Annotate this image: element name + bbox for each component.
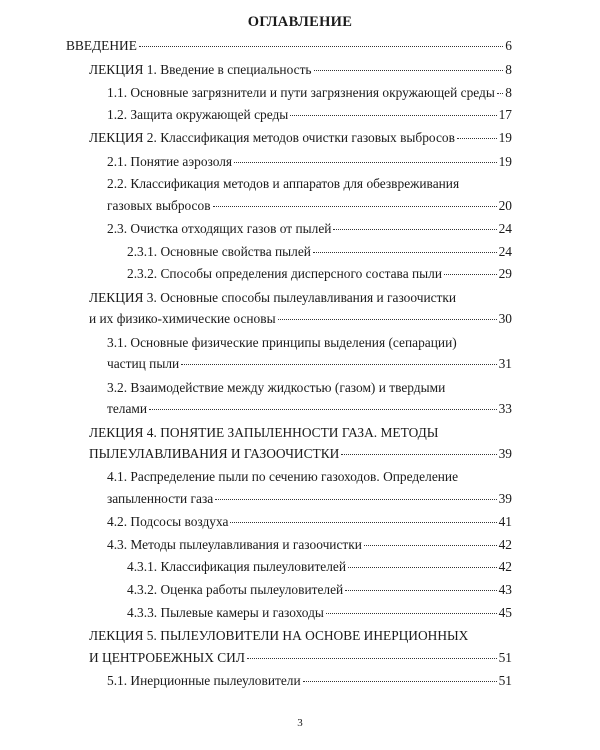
toc-leader-dots: [444, 274, 497, 275]
toc-entry-page: 42: [498, 559, 512, 574]
toc-entry[interactable]: [127, 559, 512, 575]
toc-entry-page: 24: [498, 244, 512, 259]
toc-entry[interactable]: [107, 537, 512, 553]
toc-entry[interactable]: [107, 221, 512, 237]
toc-entry[interactable]: [89, 628, 512, 644]
toc-leader-dots: [215, 499, 496, 500]
toc-entry[interactable]: [89, 130, 512, 146]
toc-leader-dots: [457, 138, 497, 139]
toc-entry-text: 2.3.1. Основные свойства пылей: [127, 244, 311, 259]
toc-entry-text: 1.2. Защита окружающей среды: [107, 107, 289, 122]
toc-entry-text: частиц пыли: [107, 356, 180, 371]
toc-entry[interactable]: [127, 582, 512, 598]
toc-leader-dots: [497, 93, 503, 94]
toc-entry-text: телами: [107, 401, 148, 416]
toc-entry[interactable]: [107, 335, 512, 351]
toc-entry-page: 8: [505, 85, 512, 100]
toc-entry[interactable]: [127, 266, 512, 282]
toc-entry[interactable]: [107, 491, 512, 507]
toc-entry[interactable]: [107, 401, 512, 417]
toc-entry[interactable]: [107, 380, 512, 396]
toc-entry[interactable]: [89, 311, 512, 327]
toc-leader-dots: [234, 162, 497, 163]
page-title: ОГЛАВЛЕНИЕ: [247, 14, 353, 30]
toc-entry[interactable]: [107, 356, 512, 372]
toc-entry-text: 2.3.2. Способы определения дисперсного состава пыли: [127, 266, 443, 281]
toc-entry-page: 31: [498, 356, 512, 371]
toc-entry-page: 19: [498, 130, 512, 145]
toc-entry-page: 43: [498, 582, 512, 597]
toc-entry-page: 41: [498, 514, 512, 529]
toc-leader-dots: [278, 319, 497, 320]
toc-entry-page: 29: [498, 266, 512, 281]
toc-entry-page: 42: [498, 537, 512, 552]
toc-entry-text: 4.3.1. Классификация пылеуловителей: [127, 559, 347, 574]
toc-entry-text: 3.1. Основные физические принципы выделения (сепарации): [107, 335, 457, 350]
toc-entry-page: 6: [505, 38, 512, 53]
toc-leader-dots: [303, 681, 497, 682]
toc-entry-text: 1.1. Основные загрязнители и пути загрязнения окружающей среды: [107, 85, 495, 100]
toc-leader-dots: [348, 567, 497, 568]
toc-entry-page: 51: [498, 650, 512, 665]
toc-entry[interactable]: [89, 425, 512, 441]
toc-entry-text: 4.3.2. Оценка работы пылеуловителей: [127, 582, 344, 597]
toc-entry[interactable]: [107, 176, 512, 192]
toc-entry[interactable]: [89, 62, 512, 78]
toc-entry[interactable]: [89, 446, 512, 462]
toc-leader-dots: [313, 252, 497, 253]
toc-entry-text: ЛЕКЦИЯ 2. Классификация методов очистки газовых выбросов: [89, 130, 455, 145]
toc-entry-page: 30: [498, 311, 512, 326]
page-number: 3: [297, 717, 303, 729]
toc-entry-text: ЛЕКЦИЯ 1. Введение в специальность: [89, 62, 312, 77]
toc-entry[interactable]: [107, 154, 512, 170]
toc-entry[interactable]: [107, 198, 512, 214]
toc-entry-text: 4.1. Распределение пыли по сечению газоходов. Определение: [107, 469, 459, 484]
toc-leader-dots: [181, 364, 496, 365]
toc-entry-text: ВВЕДЕНИЕ: [66, 38, 137, 53]
toc-entry-text: 2.2. Классификация методов и аппаратов для обезвреживания: [107, 176, 460, 191]
toc-entry-text: ПЫЛЕУЛАВЛИВАНИЯ И ГАЗООЧИСТКИ: [89, 446, 340, 461]
toc-entry[interactable]: [66, 38, 512, 54]
toc-entry-text: и их физико-химические основы: [89, 311, 276, 326]
toc-leader-dots: [314, 70, 504, 71]
toc-entry-page: 17: [498, 107, 512, 122]
toc-entry[interactable]: [107, 107, 512, 123]
toc-entry[interactable]: [89, 650, 512, 666]
toc-entry[interactable]: [107, 514, 512, 530]
toc-leader-dots: [345, 590, 496, 591]
toc-entry-page: 51: [498, 673, 512, 688]
toc-entry-text: И ЦЕНТРОБЕЖНЫХ СИЛ: [89, 650, 245, 665]
toc-leader-dots: [247, 658, 497, 659]
toc-leader-dots: [290, 115, 496, 116]
toc-entry-page: 24: [498, 221, 512, 236]
toc-entry-text: 2.3. Очистка отходящих газов от пылей: [107, 221, 332, 236]
toc-entry-text: газовых выбросов: [107, 198, 211, 213]
toc-leader-dots: [333, 229, 496, 230]
toc-entry-text: ЛЕКЦИЯ 5. ПЫЛЕУЛОВИТЕЛИ НА ОСНОВЕ ИНЕРЦИОННЫХ: [89, 628, 469, 643]
toc-leader-dots: [230, 522, 496, 523]
toc-entry-text: 4.3. Методы пылеулавливания и газоочистки: [107, 537, 362, 552]
toc-entry[interactable]: [107, 673, 512, 689]
toc-leader-dots: [139, 46, 503, 47]
toc-entry-page: 19: [498, 154, 512, 169]
toc-entry[interactable]: [107, 469, 512, 485]
toc-leader-dots: [326, 613, 497, 614]
toc-entry-text: 4.3.3. Пылевые камеры и газоходы: [127, 605, 324, 620]
toc-entry-text: 5.1. Инерционные пылеуловители: [107, 673, 301, 688]
toc-entry-page: 39: [498, 446, 512, 461]
toc-entry-text: ЛЕКЦИЯ 3. Основные способы пылеулавливания и газоочистки: [89, 290, 457, 305]
toc-entry-page: 33: [498, 401, 512, 416]
toc-entry[interactable]: [89, 290, 512, 306]
toc-entry-text: запыленности газа: [107, 491, 214, 506]
toc-entry-page: 39: [498, 491, 512, 506]
toc-entry-text: 3.2. Взаимодействие между жидкостью (газом) и твердыми: [107, 380, 446, 395]
toc-entry[interactable]: [127, 244, 512, 260]
toc-leader-dots: [341, 454, 496, 455]
toc-entry-page: 20: [498, 198, 512, 213]
toc-entry-text: 2.1. Понятие аэрозоля: [107, 154, 233, 169]
toc-entry[interactable]: [107, 85, 512, 101]
toc-leader-dots: [149, 409, 497, 410]
toc-entry-text: ЛЕКЦИЯ 4. ПОНЯТИЕ ЗАПЫЛЕННОСТИ ГАЗА. МЕТОДЫ: [89, 425, 439, 440]
toc-entry[interactable]: [127, 605, 512, 621]
toc-leader-dots: [364, 545, 497, 546]
toc-entry-text: 4.2. Подсосы воздуха: [107, 514, 229, 529]
toc-leader-dots: [213, 206, 497, 207]
toc-entry-page: 8: [505, 62, 512, 77]
toc-entry-page: 45: [498, 605, 512, 620]
